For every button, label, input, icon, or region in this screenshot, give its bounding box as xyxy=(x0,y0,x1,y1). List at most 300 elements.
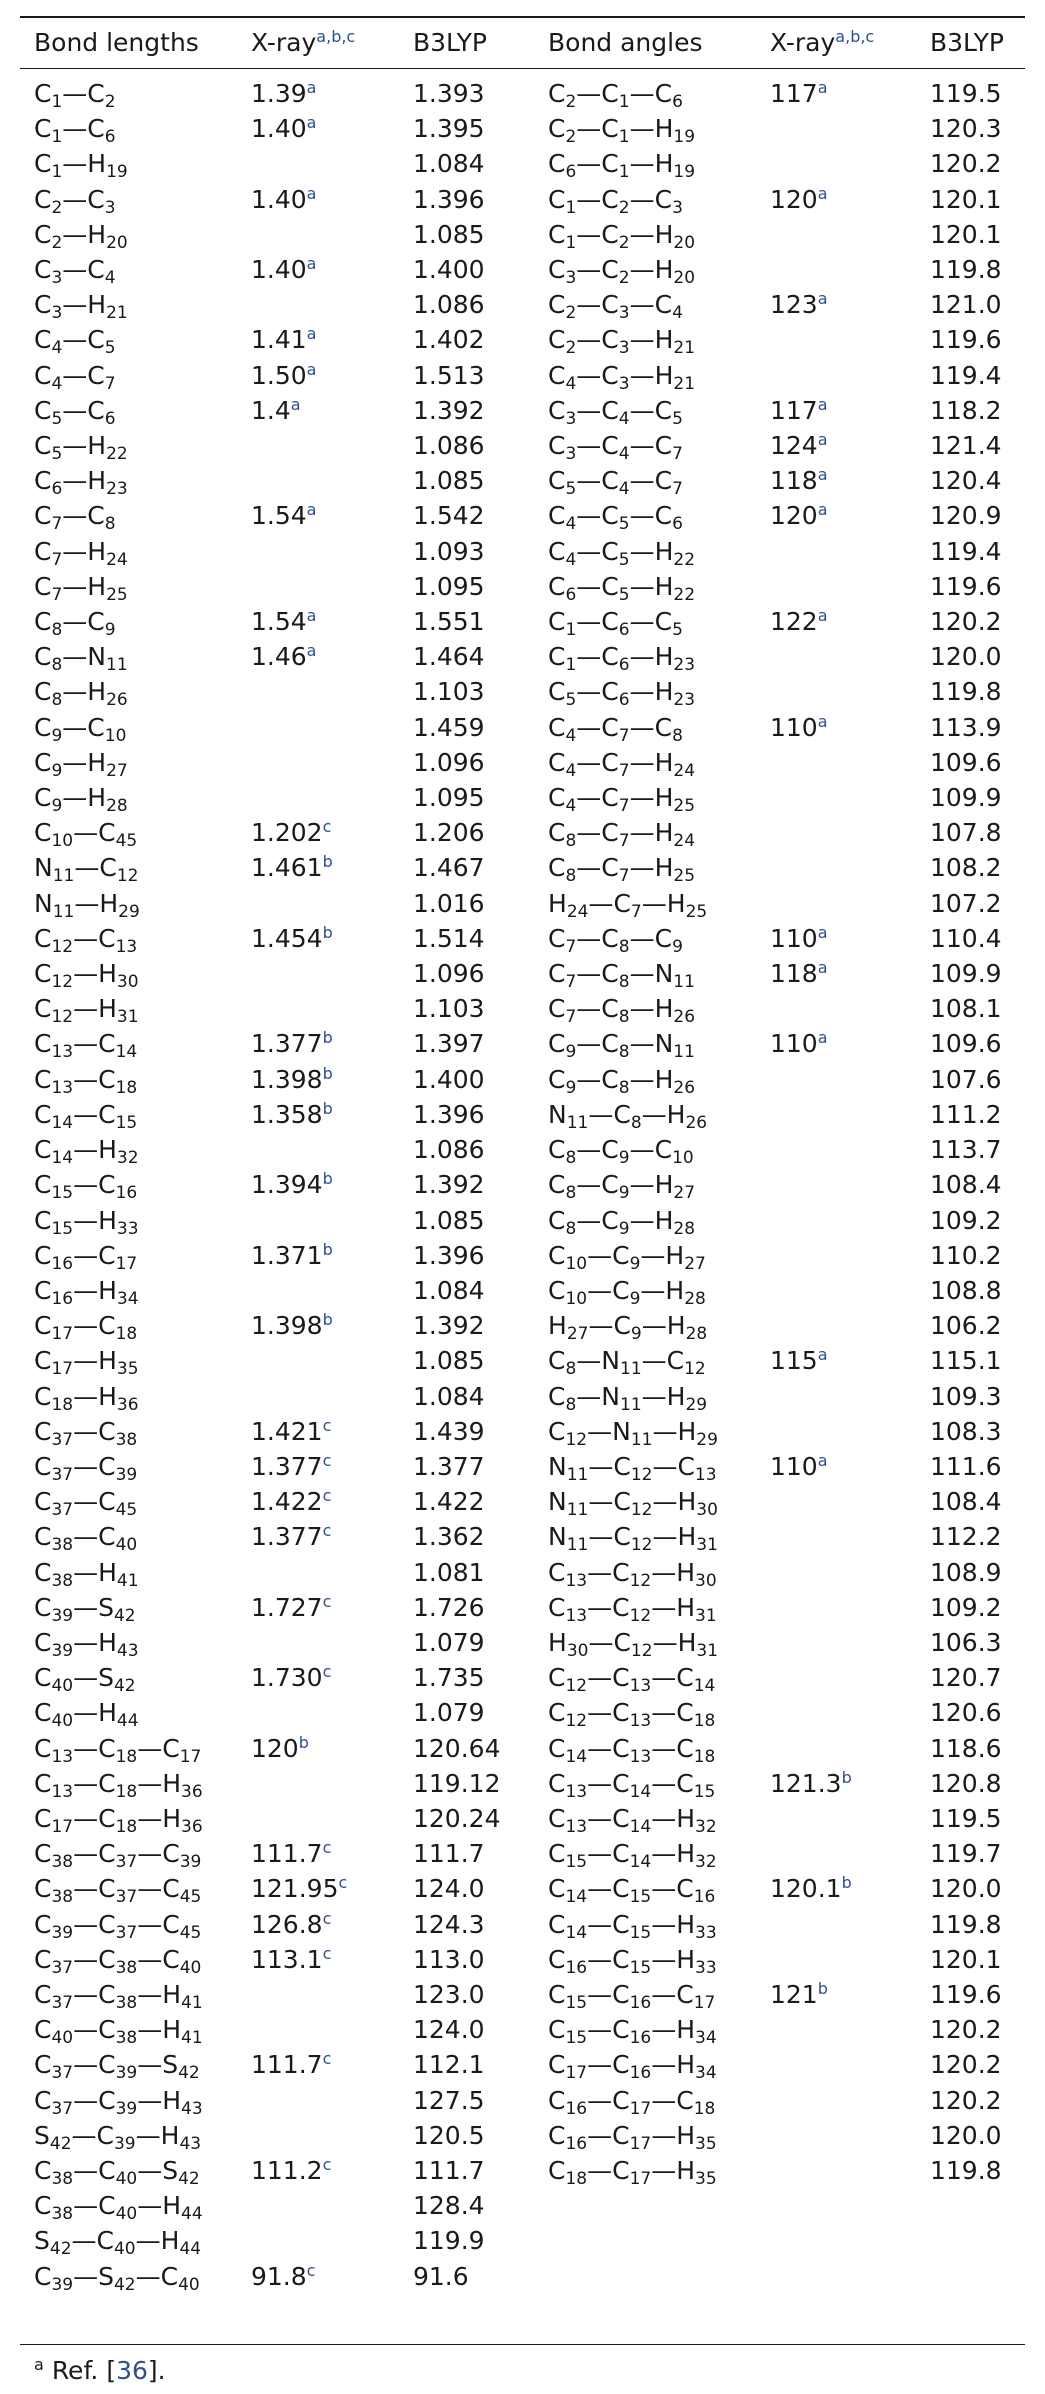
table-row xyxy=(20,2259,1025,2294)
bond-angle-b3lyp: 121.0 xyxy=(930,290,1002,320)
bond-angle-b3lyp: 120.0 xyxy=(930,2120,1002,2150)
bond-length-xray xyxy=(237,1132,399,1167)
bond-length-xray: 1.46$^a$ xyxy=(251,641,317,672)
bond-length-label: $C_{18}—H_{36}$ xyxy=(34,1381,139,1415)
bond-angle-xray xyxy=(756,111,916,146)
bond-length-b3lyp: 1.514 xyxy=(413,923,485,953)
bond-angle-b3lyp: 120.0 xyxy=(930,642,1002,672)
bond-length-label: $C_{37}—C_{39}—S_{42}$ xyxy=(34,2050,200,2084)
bond-length-b3lyp: 128.4 xyxy=(413,2191,485,2221)
table-row xyxy=(20,639,1025,674)
bond-angle-b3lyp: 107.2 xyxy=(930,888,1002,918)
bond-angle-xray xyxy=(756,2188,916,2223)
table-row xyxy=(20,815,1025,850)
bond-length-xray xyxy=(237,956,399,991)
bond-parameters-table xyxy=(20,18,1025,2294)
bond-angle-xray: 110$^a$ xyxy=(770,1450,828,1481)
bond-length-xray: 1.39$^a$ xyxy=(251,78,317,108)
bond-angle-b3lyp: 119.7 xyxy=(930,1839,1002,1869)
bond-length-xray: 1.398$^b$ xyxy=(251,1310,333,1341)
bond-length-b3lyp: 1.392 xyxy=(413,1170,485,1200)
bond-length-label: $C_6—H_{23}$ xyxy=(34,466,128,500)
bond-length-xray: 1.422$^c$ xyxy=(251,1486,332,1517)
bond-angle-xray xyxy=(756,1625,916,1660)
bond-length-xray: 1.40$^a$ xyxy=(251,183,317,214)
bond-angle-b3lyp: 119.8 xyxy=(930,677,1002,707)
bond-length-b3lyp: 1.095 xyxy=(413,571,485,601)
table-row xyxy=(20,1308,1025,1343)
bond-length-label: $C_{39}—C_{37}—C_{45}$ xyxy=(34,1909,202,1943)
bond-angle-b3lyp: 119.8 xyxy=(930,255,1002,285)
table-row xyxy=(20,1695,1025,1730)
bond-length-label: $C_8—C_9$ xyxy=(34,607,116,641)
footnote-a: $^a$ Ref. [36]. xyxy=(34,2355,166,2385)
bond-length-xray: 1.40$^a$ xyxy=(251,113,317,144)
bond-length-xray: 111.7$^c$ xyxy=(251,1838,332,1869)
bond-angle-xray xyxy=(756,1519,916,1554)
bond-angle-label: $N_{11}—C_{12}—H_{31}$ xyxy=(548,1522,718,1556)
bond-length-label: $C_{13}—C_{18}—C_{17}$ xyxy=(34,1733,202,1767)
bond-angle-b3lyp: 108.8 xyxy=(930,1275,1002,1305)
bond-angle-label xyxy=(534,2259,756,2294)
bond-length-label: $C_3—H_{21}$ xyxy=(34,290,128,324)
bond-angle-b3lyp: 119.6 xyxy=(930,1979,1002,2009)
bond-angle-xray xyxy=(756,1484,916,1519)
table-body xyxy=(20,68,1025,2294)
table-row xyxy=(20,1942,1025,1977)
bond-length-b3lyp: 1.726 xyxy=(413,1592,485,1622)
bond-angle-b3lyp: 120.1 xyxy=(930,219,1002,249)
bond-angle-b3lyp: 107.6 xyxy=(930,1064,1002,1094)
bond-length-xray xyxy=(237,1977,399,2012)
bond-length-xray xyxy=(237,1555,399,1590)
bond-length-b3lyp: 127.5 xyxy=(413,2085,485,2115)
bond-length-xray: 1.358$^b$ xyxy=(251,1098,333,1129)
bond-angle-label: $C_6—C_1—H_{19}$ xyxy=(548,149,696,183)
bond-angle-xray xyxy=(756,674,916,709)
table-row xyxy=(20,252,1025,287)
table-row xyxy=(20,956,1025,991)
bond-angle-label: $C_4—C_3—H_{21}$ xyxy=(548,360,696,394)
bond-angle-xray xyxy=(756,1308,916,1343)
bond-length-xray: 1.394$^b$ xyxy=(251,1169,333,1200)
table-row xyxy=(20,1766,1025,1801)
bond-length-xray xyxy=(237,217,399,252)
bond-angle-label: $N_{11}—C_8—H_{26}$ xyxy=(548,1099,708,1133)
bond-angle-xray xyxy=(756,534,916,569)
bond-length-b3lyp: 1.103 xyxy=(413,677,485,707)
bond-angle-label: $C_5—C_4—C_7$ xyxy=(548,466,683,500)
bond-length-b3lyp: 1.086 xyxy=(413,431,485,461)
header-bond-lengths: Bond lengths xyxy=(34,28,199,58)
bond-angle-label: $C_8—C_9—H_{27}$ xyxy=(548,1170,696,1204)
bond-angle-label: $C_3—C_4—C_5$ xyxy=(548,395,683,429)
bond-angle-b3lyp: 109.6 xyxy=(930,1029,1002,1059)
bond-length-label: $C_{15}—C_{16}$ xyxy=(34,1170,138,1204)
bond-angle-xray xyxy=(756,1836,916,1871)
bond-length-label: $C_{37}—C_{39}$ xyxy=(34,1451,138,1485)
table-row xyxy=(20,182,1025,217)
bond-angle-xray xyxy=(756,991,916,1026)
bond-length-label: $C_8—N_{11}$ xyxy=(34,642,128,676)
table-row xyxy=(20,322,1025,357)
bond-angle-xray xyxy=(756,2153,916,2188)
table-row xyxy=(20,2012,1025,2047)
bond-angle-label: $C_{15}—C_{16}—H_{34}$ xyxy=(548,2015,717,2049)
bond-angle-b3lyp: 119.5 xyxy=(930,1803,1002,1833)
bond-length-xray xyxy=(237,1203,399,1238)
bond-length-xray xyxy=(237,1695,399,1730)
bond-length-xray: 1.50$^a$ xyxy=(251,359,317,390)
bond-length-b3lyp: 1.400 xyxy=(413,255,485,285)
table-row xyxy=(20,217,1025,252)
bond-length-xray: 1.727$^c$ xyxy=(251,1591,332,1622)
bond-angle-label: $C_8—N_{11}—H_{29}$ xyxy=(548,1381,708,1415)
bond-angle-label: $C_9—C_8—H_{26}$ xyxy=(548,1064,696,1098)
table-row xyxy=(20,1273,1025,1308)
table-row xyxy=(20,1097,1025,1132)
bond-angle-label: $C_4—C_5—C_6$ xyxy=(548,501,683,535)
bond-angle-xray xyxy=(756,2223,916,2258)
bond-length-xray: 111.2$^c$ xyxy=(251,2154,332,2185)
table-row xyxy=(20,358,1025,393)
bond-angle-b3lyp: 119.6 xyxy=(930,571,1002,601)
table-row xyxy=(20,463,1025,498)
bond-length-label: $C_{17}—C_{18}—H_{36}$ xyxy=(34,1803,203,1837)
bond-angle-b3lyp: 119.4 xyxy=(930,360,1002,390)
table-row xyxy=(20,534,1025,569)
bond-length-b3lyp: 1.551 xyxy=(413,607,485,637)
bond-length-b3lyp: 1.542 xyxy=(413,501,485,531)
table-row xyxy=(20,1625,1025,1660)
bond-angle-b3lyp: 120.4 xyxy=(930,466,1002,496)
bond-length-b3lyp: 1.396 xyxy=(413,1099,485,1129)
bond-angle-xray: 110$^a$ xyxy=(770,1028,828,1059)
bond-angle-label: $C_7—C_8—C_9$ xyxy=(548,923,683,957)
bond-length-b3lyp: 1.402 xyxy=(413,325,485,355)
bond-angle-b3lyp: 108.9 xyxy=(930,1557,1002,1587)
bond-angle-b3lyp: 113.7 xyxy=(930,1135,1002,1165)
bond-angle-label: $H_{24}—C_7—H_{25}$ xyxy=(548,888,708,922)
bond-length-b3lyp: 1.096 xyxy=(413,959,485,989)
table-row xyxy=(20,1731,1025,1766)
bond-length-label: $C_{37}—C_{38}$ xyxy=(34,1416,138,1450)
table-row xyxy=(20,1977,1025,2012)
bond-length-b3lyp: 1.396 xyxy=(413,1240,485,1270)
bond-angle-label: $C_{13}—C_{14}—C_{15}$ xyxy=(548,1768,716,1802)
bond-angle-b3lyp: 118.2 xyxy=(930,395,1002,425)
bond-angle-label: $C_{10}—C_9—H_{28}$ xyxy=(548,1275,706,1309)
bond-angle-b3lyp: 120.1 xyxy=(930,1944,1002,1974)
bond-length-b3lyp: 1.513 xyxy=(413,360,485,390)
bond-angle-label: $C_{12}—N_{11}—H_{29}$ xyxy=(548,1416,718,1450)
bond-length-label: $C_{17}—H_{35}$ xyxy=(34,1346,139,1380)
header-b3lyp-lengths: B3LYP xyxy=(413,28,488,58)
bond-length-xray xyxy=(237,1625,399,1660)
bond-angle-label: $H_{30}—C_{12}—H_{31}$ xyxy=(548,1627,719,1661)
bond-angle-xray xyxy=(756,1273,916,1308)
bond-angle-label: $C_2—C_1—C_6$ xyxy=(548,79,683,112)
bond-angle-xray xyxy=(756,1590,916,1625)
bond-angle-xray: 115$^a$ xyxy=(770,1345,828,1376)
bond-length-xray xyxy=(237,2188,399,2223)
bond-angle-xray xyxy=(756,1097,916,1132)
table-row xyxy=(20,745,1025,780)
bond-length-b3lyp: 1.086 xyxy=(413,290,485,320)
bond-angle-xray xyxy=(756,1660,916,1695)
bond-angle-xray: 121$^b$ xyxy=(770,1978,828,2009)
bond-length-label: $C_{37}—C_{38}—C_{40}$ xyxy=(34,1944,202,1978)
bond-angle-xray xyxy=(756,569,916,604)
bond-length-b3lyp: 1.396 xyxy=(413,184,485,214)
bond-length-b3lyp: 1.206 xyxy=(413,818,485,848)
table-header-row xyxy=(20,18,1025,68)
bond-angle-b3lyp: 119.5 xyxy=(930,79,1002,108)
bond-length-label: $C_{14}—C_{15}$ xyxy=(34,1099,138,1133)
bond-angle-xray xyxy=(756,1062,916,1097)
bond-angle-label: $C_5—C_6—H_{23}$ xyxy=(548,677,696,711)
table-row xyxy=(20,1414,1025,1449)
bond-angle-xray: 117$^a$ xyxy=(770,78,828,108)
bond-angle-b3lyp: 119.4 xyxy=(930,536,1002,566)
bond-angle-label: $C_{16}—C_{15}—H_{33}$ xyxy=(548,1944,717,1978)
bond-length-label: $C_{40}—S_{42}$ xyxy=(34,1663,136,1697)
bond-length-label: $C_{38}—C_{37}—C_{45}$ xyxy=(34,1874,202,1908)
bond-length-b3lyp: 1.085 xyxy=(413,1205,485,1235)
table-row xyxy=(20,1132,1025,1167)
table-row xyxy=(20,1449,1025,1484)
bond-angle-label: $C_1—C_6—H_{23}$ xyxy=(548,642,696,676)
bond-angle-xray xyxy=(756,850,916,885)
bond-length-b3lyp: 1.086 xyxy=(413,1135,485,1165)
bond-length-b3lyp: 111.7 xyxy=(413,1839,485,1869)
bond-length-b3lyp: 1.096 xyxy=(413,747,485,777)
bond-length-b3lyp: 91.6 xyxy=(413,2261,469,2291)
bond-angle-xray xyxy=(756,146,916,181)
bond-angle-label: $C_4—C_7—H_{24}$ xyxy=(548,747,696,781)
bond-angle-b3lyp: 110.4 xyxy=(930,923,1002,953)
table-row xyxy=(20,1836,1025,1871)
bond-angle-xray xyxy=(756,1167,916,1202)
bond-length-label: $C_7—H_{24}$ xyxy=(34,536,128,570)
bond-angle-b3lyp: 113.9 xyxy=(930,712,1002,742)
bond-length-label: $C_5—H_{22}$ xyxy=(34,431,128,465)
bond-length-b3lyp: 1.085 xyxy=(413,1346,485,1376)
bond-length-label: $C_{15}—H_{33}$ xyxy=(34,1205,139,1239)
table-row xyxy=(20,1907,1025,1942)
bond-angle-xray: 122$^a$ xyxy=(770,606,828,637)
bond-angle-xray xyxy=(756,2083,916,2118)
bond-angle-xray xyxy=(756,1907,916,1942)
table-row xyxy=(20,850,1025,885)
bond-length-b3lyp: 1.439 xyxy=(413,1416,485,1446)
bond-length-xray: 1.4$^a$ xyxy=(251,394,301,425)
bond-length-label: $N_{11}—H_{29}$ xyxy=(34,888,140,922)
bond-length-label: $S_{42}—C_{40}—H_{44}$ xyxy=(34,2226,202,2260)
bond-length-xray xyxy=(237,287,399,322)
table-row xyxy=(20,710,1025,745)
bond-length-xray xyxy=(237,1273,399,1308)
bond-angle-b3lyp: 119.6 xyxy=(930,325,1002,355)
bond-length-label: $C_{39}—S_{42}$ xyxy=(34,1592,136,1626)
bond-angle-b3lyp: 111.6 xyxy=(930,1451,1002,1481)
bond-angle-xray xyxy=(756,1942,916,1977)
bond-angle-label: $C_{14}—C_{15}—C_{16}$ xyxy=(548,1874,716,1908)
bond-angle-label: $C_4—C_5—H_{22}$ xyxy=(548,536,696,570)
bond-angle-label: $C_{12}—C_{13}—C_{14}$ xyxy=(548,1663,716,1697)
bond-angle-label: $C_2—C_1—H_{19}$ xyxy=(548,114,696,148)
bond-length-xray xyxy=(237,2083,399,2118)
bond-angle-xray xyxy=(756,217,916,252)
bond-angle-b3lyp: 120.7 xyxy=(930,1663,1002,1693)
bond-angle-xray xyxy=(756,2047,916,2082)
bond-length-label: $C_7—H_{25}$ xyxy=(34,571,128,605)
bond-length-xray xyxy=(237,710,399,745)
bond-length-label: $C_{37}—C_{45}$ xyxy=(34,1487,138,1521)
bond-length-xray xyxy=(237,1801,399,1836)
table-row xyxy=(20,921,1025,956)
bond-length-b3lyp: 1.395 xyxy=(413,114,485,144)
bond-length-b3lyp: 119.12 xyxy=(413,1768,501,1798)
bond-length-label: $C_{13}—C_{18}—H_{36}$ xyxy=(34,1768,203,1802)
table-row xyxy=(20,604,1025,639)
bond-length-label: $C_1—H_{19}$ xyxy=(34,149,128,183)
bond-angle-label: $C_{12}—C_{13}—C_{18}$ xyxy=(548,1698,716,1732)
bond-length-xray xyxy=(237,1766,399,1801)
bond-angle-b3lyp xyxy=(916,2188,1025,2223)
bond-angle-label: $N_{11}—C_{12}—C_{13}$ xyxy=(548,1451,717,1485)
table-row xyxy=(20,498,1025,533)
bond-angle-label: $C_8—C_9—C_{10}$ xyxy=(548,1135,694,1169)
bond-angle-b3lyp: 109.2 xyxy=(930,1592,1002,1622)
bond-length-b3lyp: 1.735 xyxy=(413,1663,485,1693)
table-row xyxy=(20,1379,1025,1414)
bond-length-xray: 1.41$^a$ xyxy=(251,324,317,355)
bond-angle-b3lyp: 120.3 xyxy=(930,114,1002,144)
bond-angle-label: $C_1—C_2—H_{20}$ xyxy=(548,219,696,253)
bond-length-xray: 1.377$^c$ xyxy=(251,1450,332,1481)
bond-length-xray xyxy=(237,463,399,498)
bond-length-xray xyxy=(237,2118,399,2153)
table-row xyxy=(20,1555,1025,1590)
table-row xyxy=(20,1203,1025,1238)
bond-angle-b3lyp xyxy=(916,2223,1025,2258)
table-footnotes xyxy=(34,2354,166,2388)
bond-length-b3lyp: 120.5 xyxy=(413,2120,485,2150)
bond-angle-xray: 110$^a$ xyxy=(770,711,828,742)
bond-length-xray xyxy=(237,569,399,604)
bond-angle-label xyxy=(534,2188,756,2223)
bond-length-label: $C_{37}—C_{39}—H_{43}$ xyxy=(34,2085,203,2119)
table-row xyxy=(20,2188,1025,2223)
table-row xyxy=(20,2118,1025,2153)
bond-angle-b3lyp: 109.2 xyxy=(930,1205,1002,1235)
bond-angle-xray xyxy=(756,1132,916,1167)
bond-length-b3lyp: 1.467 xyxy=(413,853,485,883)
table-row xyxy=(20,674,1025,709)
bond-length-b3lyp: 1.085 xyxy=(413,466,485,496)
bond-angle-label: $C_3—C_2—H_{20}$ xyxy=(548,255,696,289)
bond-angle-label: $C_{16}—C_{17}—C_{18}$ xyxy=(548,2085,716,2119)
bond-angle-xray xyxy=(756,815,916,850)
bond-angle-b3lyp: 120.2 xyxy=(930,149,1002,179)
bond-length-xray xyxy=(237,886,399,921)
bond-length-label: $N_{11}—C_{12}$ xyxy=(34,853,139,887)
table-row xyxy=(20,569,1025,604)
bond-angle-b3lyp: 120.2 xyxy=(930,2015,1002,2045)
bond-angle-xray xyxy=(756,886,916,921)
bond-angle-label: $C_2—C_3—H_{21}$ xyxy=(548,325,696,359)
bond-angle-b3lyp: 110.2 xyxy=(930,1240,1002,1270)
bond-length-b3lyp: 119.9 xyxy=(413,2226,485,2256)
bond-length-xray xyxy=(237,991,399,1026)
bond-length-b3lyp: 1.084 xyxy=(413,1381,485,1411)
bond-length-b3lyp: 1.093 xyxy=(413,536,485,566)
bond-angle-b3lyp: 119.8 xyxy=(930,1909,1002,1939)
bond-angle-xray: 110$^a$ xyxy=(770,922,828,953)
bond-length-label: $C_{38}—C_{37}—C_{39}$ xyxy=(34,1839,202,1873)
bond-angle-xray xyxy=(756,745,916,780)
bond-angle-b3lyp: 118.6 xyxy=(930,1733,1002,1763)
bond-length-xray xyxy=(237,674,399,709)
bond-angle-b3lyp: 121.4 xyxy=(930,431,1002,461)
bond-length-label: $C_{17}—C_{18}$ xyxy=(34,1311,138,1345)
bond-length-label: $C_9—H_{27}$ xyxy=(34,747,128,781)
bond-angle-label: $C_{14}—C_{13}—C_{18}$ xyxy=(548,1733,716,1767)
bond-length-b3lyp: 1.400 xyxy=(413,1064,485,1094)
table-row xyxy=(20,1590,1025,1625)
bond-length-b3lyp: 123.0 xyxy=(413,1979,485,2009)
bond-angle-label: $C_{13}—C_{12}—H_{31}$ xyxy=(548,1592,717,1626)
bond-angle-label: $C_{14}—C_{15}—H_{33}$ xyxy=(548,1909,717,1943)
reference-link[interactable]: 36 xyxy=(116,2356,148,2385)
bond-angle-b3lyp: 120.2 xyxy=(930,607,1002,637)
table-row xyxy=(20,1238,1025,1273)
bond-length-xray xyxy=(237,780,399,815)
bond-length-xray: 1.377$^c$ xyxy=(251,1521,332,1552)
bond-angle-xray xyxy=(756,1695,916,1730)
table-row xyxy=(20,146,1025,181)
bond-angle-xray xyxy=(756,2012,916,2047)
bond-length-xray: 1.54$^a$ xyxy=(251,500,317,531)
bond-length-xray: 1.54$^a$ xyxy=(251,606,317,637)
bond-length-label: $C_{16}—H_{34}$ xyxy=(34,1275,139,1309)
bond-angle-xray xyxy=(756,1555,916,1590)
bond-length-label: $C_8—H_{26}$ xyxy=(34,677,128,711)
bond-angle-label: $C_{13}—C_{12}—H_{30}$ xyxy=(548,1557,717,1591)
bond-angle-xray xyxy=(756,1203,916,1238)
bond-angle-xray xyxy=(756,322,916,357)
table-row xyxy=(20,1343,1025,1378)
table-row xyxy=(20,287,1025,322)
bond-length-b3lyp: 1.393 xyxy=(413,79,485,108)
bond-length-label: $C_4—C_7$ xyxy=(34,360,116,394)
bond-length-label: $C_{40}—C_{38}—H_{41}$ xyxy=(34,2015,203,2049)
bond-angle-label: $C_{17}—C_{16}—H_{34}$ xyxy=(548,2050,717,2084)
bond-angle-b3lyp: 109.6 xyxy=(930,747,1002,777)
bond-angle-xray xyxy=(756,780,916,815)
bond-angle-label: $N_{11}—C_{12}—H_{30}$ xyxy=(548,1487,718,1521)
bond-length-xray xyxy=(237,146,399,181)
bond-length-b3lyp: 1.392 xyxy=(413,1311,485,1341)
bond-length-xray: 1.40$^a$ xyxy=(251,254,317,285)
bond-length-b3lyp: 1.084 xyxy=(413,1275,485,1305)
bond-angle-xray xyxy=(756,1414,916,1449)
bond-angle-b3lyp: 109.9 xyxy=(930,959,1002,989)
bond-length-label: $C_{38}—C_{40}$ xyxy=(34,1522,138,1556)
bond-angle-xray xyxy=(756,2259,916,2294)
bond-length-label: $C_{38}—C_{40}—S_{42}$ xyxy=(34,2155,200,2189)
